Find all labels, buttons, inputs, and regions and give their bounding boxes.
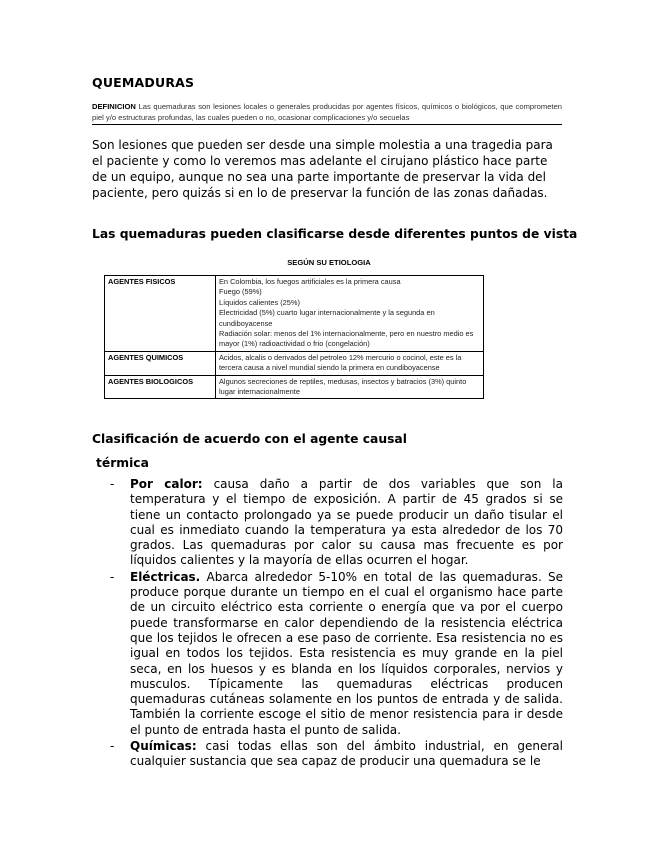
intro-paragraph: Son lesiones que pueden ser desde una simple molestia a una tragedia para el paciente y como lo veremos mas adelante el cirujano plástico hace parte de un equipo, aunque no sea una parte importante de preservar la vida del paciente, pero quizás si en lo de preservar la función de las zonas dañadas. (92, 138, 553, 200)
table-row (105, 351, 484, 375)
description-line: En Colombia, los fuegos artificiales es la primera causa (219, 277, 401, 286)
description-line: Fuego (59%) (219, 287, 262, 297)
description-line: Radiación solar: menos del 1% internacionalmente, pero en nuestro medio es mayor (1%) radioactividad o frio (congelación) (219, 329, 474, 349)
list-item (110, 569, 563, 738)
bullet-dash: - (110, 739, 115, 754)
etiology-table (104, 275, 484, 399)
definition-label: DEFINICION (92, 102, 136, 111)
agent-cell: AGENTES QUIMICOS (105, 351, 216, 375)
description-line: Líquidos calientes (25%) (219, 297, 300, 307)
list-item (110, 739, 563, 770)
thermal-subheading: térmica (96, 456, 149, 470)
description-line: Acidos, alcalis o derivados del petroleo 12% mercurio o cocinol, este es la tercera causa a nivel mundial siendo la primera en cundiboyacense (219, 352, 462, 373)
agent-description (216, 351, 484, 375)
agent-cell: AGENTES FISICOS (105, 276, 216, 352)
cause-text: Abarca alrededor 5-10% en total de las quemaduras. Se produce porque durante un tiempo en el cual el organismo hace parte de un circuito eléctrico esta corriente o energía que va por el cuerpo puede transformarse en calor dependiendo de la resistencia eléctrica que los tejidos le ofrecen a ese paso de corriente. Esa resistencia no es igual en todos los tejidos. Esta resistencia es muy grande en la piel seca, en los huesos y es blanda en los líquidos corporales, nervios y musculos. Típicamente las quemaduras eléctricas producen quemaduras cutáneas solamente en los puntos de entrada y de salida. También la corriente escoge el sitio de menor resistencia para ir desde el punto de entrada hasta el punto de salida. (130, 569, 563, 737)
etiology-table-title: SEGÚN SU ETIOLOGIA (287, 258, 371, 267)
definition-text: Las quemaduras son lesiones locales o generales producidas por agentes físicos, químicos o biológicos, que comprometen piel y/o estructuras profundas, las cuales pueden o no, ocasionar complicaciones y/o secuelas (92, 102, 562, 122)
definition-block (92, 101, 562, 125)
cause-term: Químicas: (130, 739, 197, 754)
cause-text: casi todas ellas son del ámbito industrial, en general cualquier sustancia que sea capaz de producir una quemadura se le (130, 739, 563, 769)
list-item (110, 477, 563, 569)
cause-text: causa daño a partir de dos variables que son la temperatura y el tiempo de exposición. A partir de 45 grados si se tiene un contacto prolongado ya se puede producir un daño tisular el cual es inmediato cuando la temperatura ya esta alrededor de los 70 grados. Las quemaduras por calor su causa mas frecuente es por líquidos calientes y la mayoría de ellas ocurren el hogar. (130, 477, 563, 568)
cause-term: Por calor: (130, 477, 203, 491)
agent-description (216, 276, 484, 352)
agent-classification-heading: Clasificación de acuerdo con el agente causal (92, 432, 407, 446)
bullet-dash: - (110, 569, 115, 584)
table-row (105, 375, 484, 399)
agent-cell: AGENTES BIOLOGICOS (105, 375, 216, 399)
table-row (105, 276, 484, 352)
classification-heading: Las quemaduras pueden clasificarse desde diferentes puntos de vista (92, 227, 578, 241)
bullet-dash: - (110, 477, 115, 491)
description-line: Electricidad (5%) cuarto lugar internacionalmente y la segunda en cundiboyacense (219, 308, 435, 328)
cause-term: Eléctricas. (130, 569, 201, 584)
description-line: Algunos secreciones de reptiles, medusas, insectos y batracios (3%) quinto lugar internacionalmente (219, 376, 467, 397)
document-title: QUEMADURAS (92, 75, 195, 90)
causes-list (110, 477, 563, 771)
agent-description (216, 375, 484, 399)
